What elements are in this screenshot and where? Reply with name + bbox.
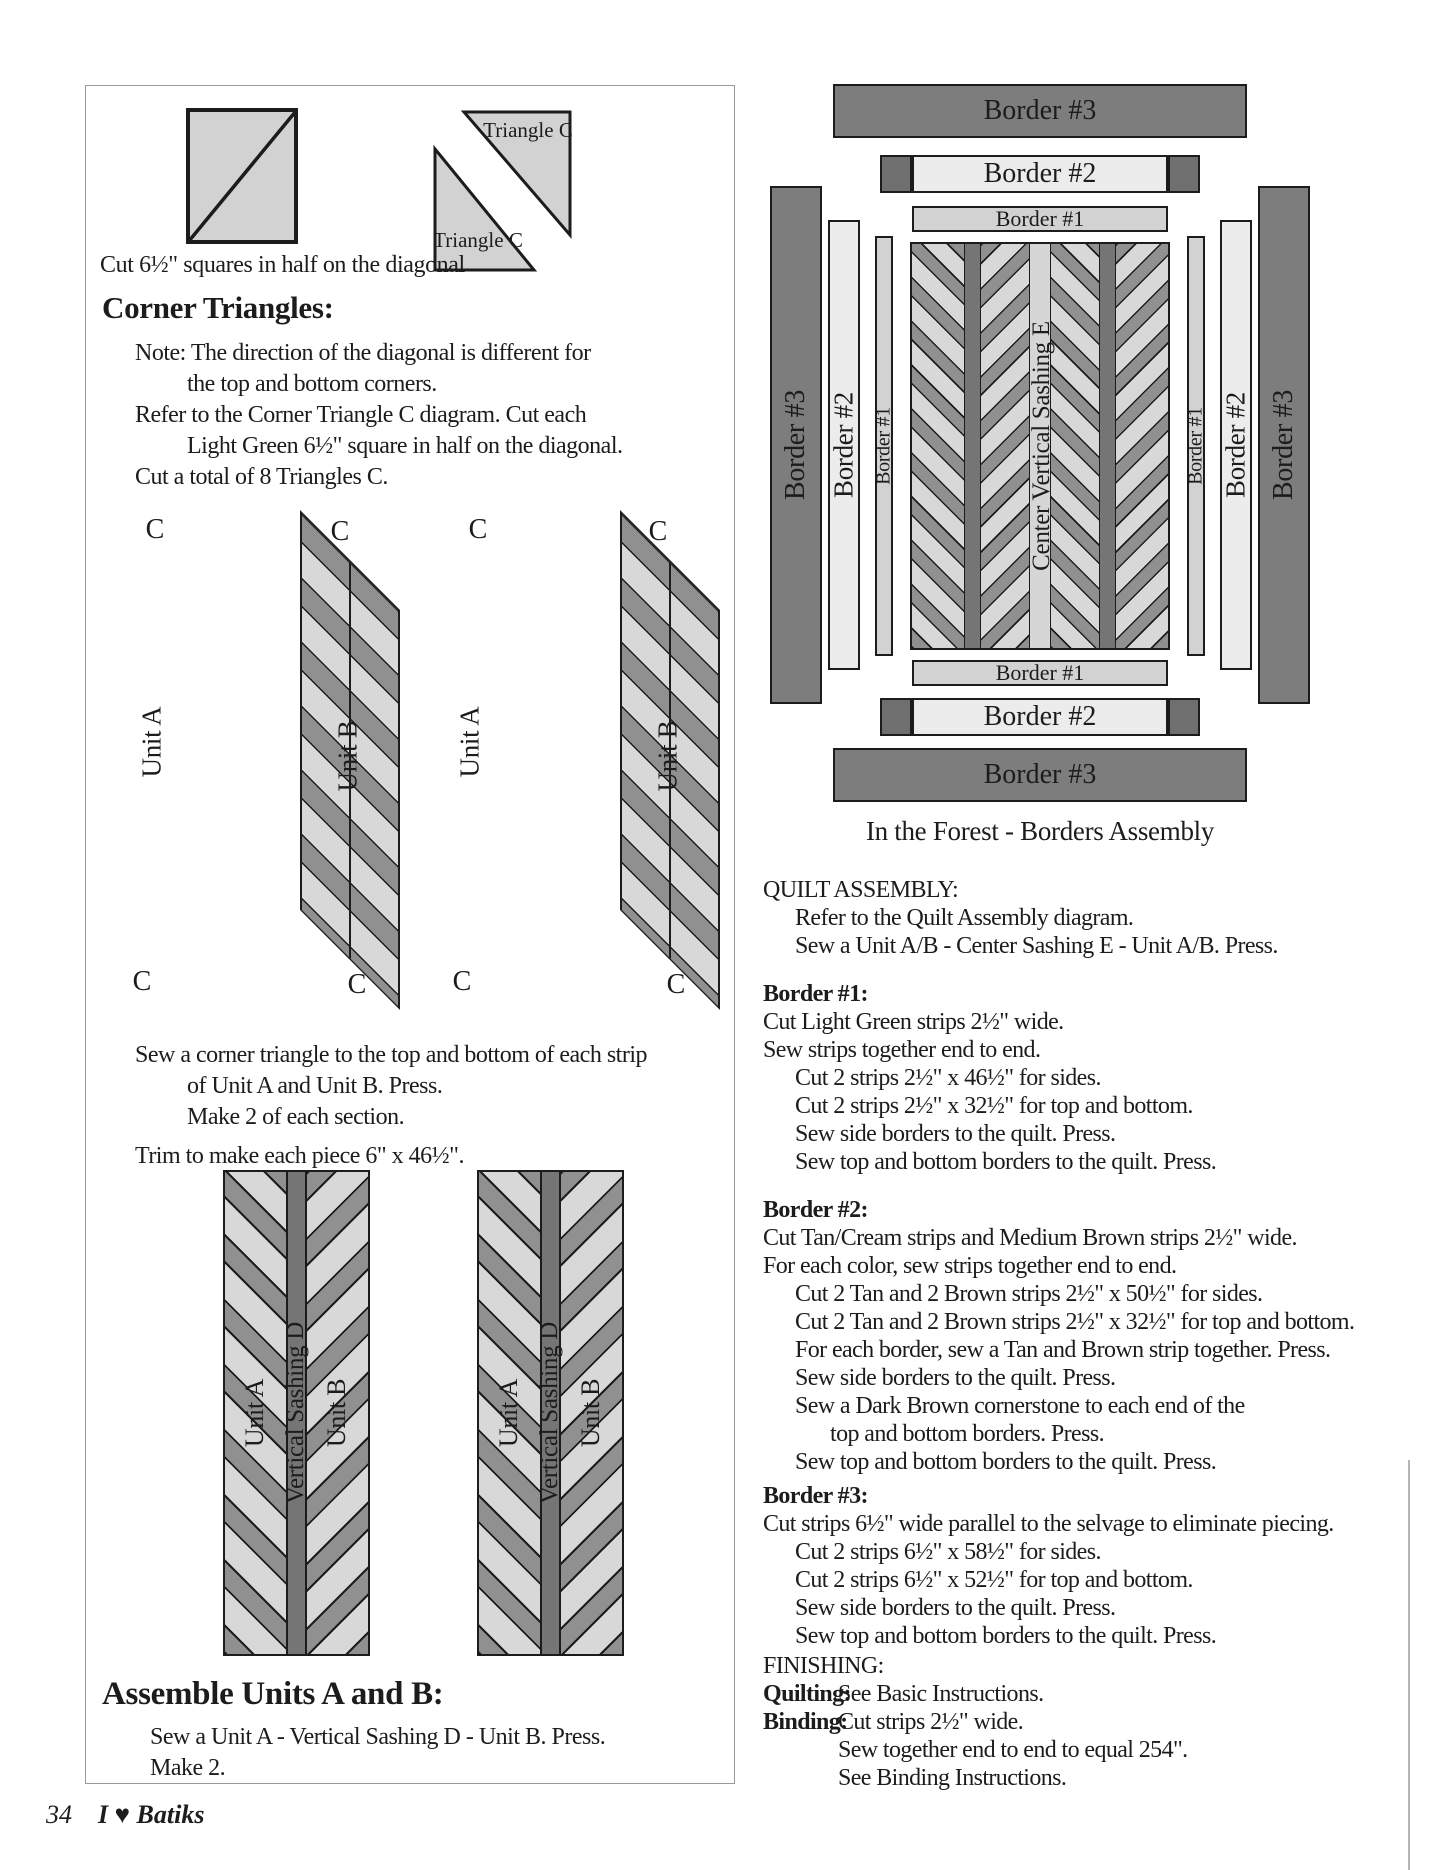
unit-b-label: Unit B bbox=[652, 720, 683, 792]
text-line: Sew a corner triangle to the top and bottom of each strip bbox=[135, 1042, 648, 1068]
section-heading: Border #3: bbox=[763, 1483, 868, 1509]
section-heading: FINISHING: bbox=[763, 1653, 884, 1679]
border2-label: Border #2 bbox=[828, 391, 859, 499]
binding-extra-lines bbox=[763, 1736, 1188, 1792]
text-line: top and bottom borders. Press. bbox=[830, 1421, 1104, 1447]
page-edge-line bbox=[1408, 1460, 1410, 1870]
corner-c-label: C bbox=[132, 966, 152, 997]
quilting-label: Quilting: bbox=[763, 1681, 851, 1707]
cornerstone bbox=[1168, 155, 1200, 193]
text-line: of Unit A and Unit B. Press. bbox=[187, 1073, 443, 1099]
border1-label: Border #1 bbox=[995, 206, 1085, 231]
border2-label: Border #2 bbox=[983, 158, 1097, 189]
text-line: Sew side borders to the quilt. Press. bbox=[795, 1121, 1116, 1147]
unit-b-label: Unit B bbox=[322, 1378, 351, 1448]
page-number: 34 bbox=[46, 1800, 72, 1829]
text-line: Cut strips 6½" wide parallel to the selvage to eliminate piecing. bbox=[763, 1511, 1334, 1537]
text-line: Note: The direction of the diagonal is different for bbox=[135, 340, 591, 366]
sew-corner-instructions bbox=[135, 1040, 647, 1133]
binding-row bbox=[763, 1708, 1188, 1736]
unit-b-label: Unit B bbox=[576, 1378, 605, 1448]
trim-instruction bbox=[135, 1141, 464, 1172]
corner-triangles-notes bbox=[135, 338, 623, 493]
border3-label: Border #3 bbox=[983, 759, 1097, 790]
cornerstone bbox=[1168, 698, 1200, 736]
border1-top-bar bbox=[912, 206, 1168, 232]
text-line: Sew top and bottom borders to the quilt. Press. bbox=[795, 1149, 1217, 1175]
section-heading: Border #1: bbox=[763, 981, 868, 1007]
unit-b-label: Unit B bbox=[332, 720, 363, 792]
border2-label: Border #2 bbox=[983, 701, 1097, 732]
text-line: Cut 2 strips 2½" x 46½" for sides. bbox=[795, 1065, 1101, 1091]
section-lines bbox=[763, 1224, 1354, 1476]
text-line: Sew a Unit A/B - Center Sashing E - Unit A/B. Press. bbox=[795, 933, 1278, 959]
text-line: Sew side borders to the quilt. Press. bbox=[795, 1595, 1116, 1621]
text-line: Refer to the Quilt Assembly diagram. bbox=[795, 905, 1134, 931]
section-lines bbox=[763, 904, 1278, 960]
text-line: Light Green 6½" square in half on the diagonal. bbox=[187, 433, 623, 459]
text-line: Sew top and bottom borders to the quilt. Press. bbox=[795, 1449, 1217, 1475]
text-line: Make 2 of each section. bbox=[187, 1104, 405, 1130]
border3-label: Border #3 bbox=[983, 95, 1097, 126]
border3-bottom-bar bbox=[833, 748, 1247, 802]
corner-c-label: C bbox=[648, 516, 668, 547]
border3-label: Border #3 bbox=[780, 389, 811, 501]
corner-c-label: C bbox=[330, 516, 350, 547]
text-line: Refer to the Corner Triangle C diagram. Cut each bbox=[135, 402, 587, 428]
text-line: Sew side borders to the quilt. Press. bbox=[795, 1365, 1116, 1391]
unit-a-label: Unit A bbox=[136, 706, 167, 778]
vertical-sashing-bar bbox=[964, 244, 982, 648]
cornerstone bbox=[880, 155, 912, 193]
text-line: Cut 2 strips 6½" x 52½" for top and bottom. bbox=[795, 1567, 1193, 1593]
text-line: For each border, sew a Tan and Brown strip together. Press. bbox=[795, 1337, 1331, 1363]
border2-top-bar bbox=[912, 155, 1168, 193]
triangle-c-upper-label: Triangle C bbox=[483, 118, 573, 142]
corner-c-label: C bbox=[347, 969, 367, 1000]
border1-section bbox=[763, 980, 1216, 1176]
border3-top-bar bbox=[833, 84, 1247, 138]
unit-a-chevron-panel bbox=[1051, 244, 1099, 648]
vertical-sashing-d-label: Vertical Sashing D bbox=[282, 1321, 309, 1505]
corner-c-label: C bbox=[468, 514, 488, 545]
border2-label: Border #2 bbox=[1220, 391, 1251, 499]
border1-label: Border #1 bbox=[872, 407, 895, 485]
quilt-assembly-section bbox=[763, 876, 1278, 960]
corner-c-label: C bbox=[666, 969, 686, 1000]
text-line: Cut 2 Tan and 2 Brown strips 2½" x 50½" for sides. bbox=[795, 1281, 1263, 1307]
text-line: Sew top and bottom borders to the quilt. Press. bbox=[795, 1623, 1217, 1649]
border1-label: Border #1 bbox=[995, 660, 1085, 685]
text-line: Sew together end to end to equal 254". bbox=[838, 1737, 1188, 1763]
text-line: Cut Light Green strips 2½" wide. bbox=[763, 1009, 1064, 1035]
unit-a-chevron-panel bbox=[912, 244, 964, 648]
section-heading: QUILT ASSEMBLY: bbox=[763, 877, 959, 903]
vertical-sashing-bar bbox=[1099, 244, 1117, 648]
center-sashing-e-label: Center Vertical Sashing E bbox=[1028, 321, 1055, 571]
border2-section bbox=[763, 1196, 1354, 1476]
text-line: Cut a total of 8 Triangles C. bbox=[135, 464, 388, 490]
unit-a-label: Unit A bbox=[240, 1378, 269, 1448]
text-line: Cut Tan/Cream strips and Medium Brown strips 2½" wide. bbox=[763, 1225, 1297, 1251]
section-lines bbox=[763, 1510, 1334, 1650]
corner-c-label: C bbox=[452, 966, 472, 997]
text-line: Sew strips together end to end. bbox=[763, 1037, 1041, 1063]
quilting-text: See Basic Instructions. bbox=[838, 1681, 1044, 1707]
section-lines bbox=[763, 1008, 1216, 1176]
unit-a-label: Unit A bbox=[494, 1378, 523, 1448]
text-line: Trim to make each piece 6" x 46½". bbox=[135, 1143, 464, 1169]
assemble-units-heading: Assemble Units A and B: bbox=[102, 1676, 444, 1712]
text-line: the top and bottom corners. bbox=[187, 371, 437, 397]
corner-triangles-heading: Corner Triangles: bbox=[102, 290, 334, 325]
triangle-c-lower-label: Triangle C bbox=[433, 228, 523, 252]
text-line: For each color, sew strips together end to end. bbox=[763, 1253, 1177, 1279]
border1-bottom-bar bbox=[912, 660, 1168, 686]
square-cut-caption: Cut 6½" squares in half on the diagonal bbox=[100, 252, 465, 278]
binding-text: Cut strips 2½" wide. bbox=[838, 1709, 1024, 1735]
border3-section bbox=[763, 1482, 1334, 1650]
border2-bottom-bar bbox=[912, 698, 1168, 736]
border3-label: Border #3 bbox=[1268, 389, 1299, 501]
border1-label: Border #1 bbox=[1184, 407, 1207, 485]
vertical-sashing-d-label: Vertical Sashing D bbox=[536, 1321, 563, 1505]
text-line: Cut 2 strips 6½" x 58½" for sides. bbox=[795, 1539, 1101, 1565]
quilting-row bbox=[763, 1680, 1188, 1708]
text-line: Sew a Dark Brown cornerstone to each end of the bbox=[795, 1393, 1245, 1419]
book-title: I ♥ Batiks bbox=[98, 1800, 205, 1829]
section-heading: Border #2: bbox=[763, 1197, 868, 1223]
square-cut-diagram bbox=[186, 108, 299, 245]
text-line: Cut 2 strips 2½" x 32½" for top and bottom. bbox=[795, 1093, 1193, 1119]
unit-a-label: Unit A bbox=[454, 706, 485, 778]
diagram-caption: In the Forest - Borders Assembly bbox=[865, 816, 1215, 846]
unit-b-chevron-panel bbox=[981, 244, 1029, 648]
finishing-section bbox=[763, 1652, 1188, 1792]
corner-c-label: C bbox=[145, 514, 165, 545]
assemble-instructions bbox=[150, 1722, 605, 1784]
unit-b-chevron-panel bbox=[1116, 244, 1168, 648]
text-line: Sew a Unit A - Vertical Sashing D - Unit B. Press. bbox=[150, 1724, 606, 1750]
text-line: Make 2. bbox=[150, 1755, 226, 1781]
cornerstone bbox=[880, 698, 912, 736]
binding-label: Binding: bbox=[763, 1709, 848, 1735]
text-line: See Binding Instructions. bbox=[838, 1765, 1067, 1791]
text-line: Cut 2 Tan and 2 Brown strips 2½" x 32½" for top and bottom. bbox=[795, 1309, 1355, 1335]
